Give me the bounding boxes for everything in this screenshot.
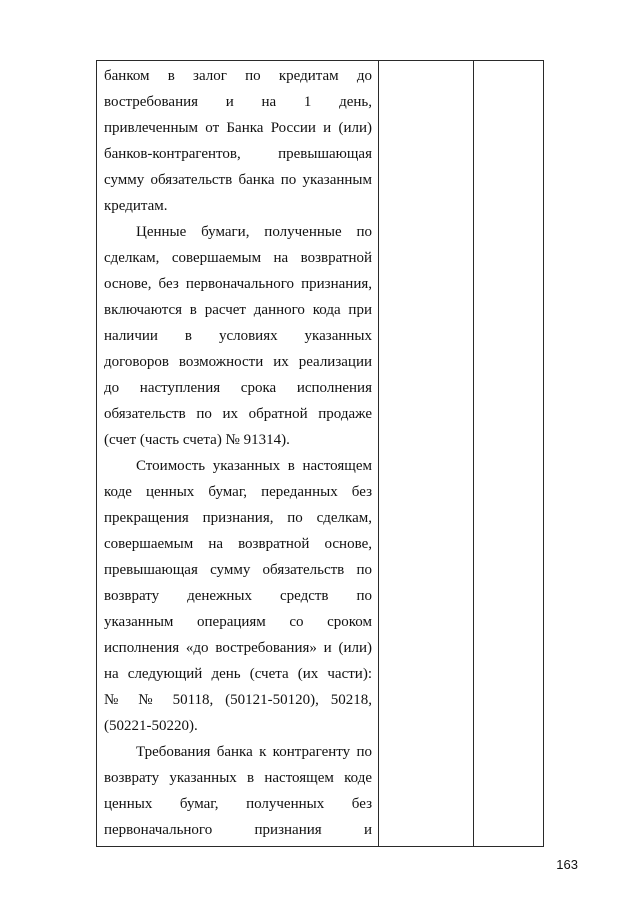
text-line: привлеченным от Банка России и (или) bbox=[104, 120, 372, 136]
table-cell-text bbox=[104, 63, 372, 843]
paragraph bbox=[104, 219, 372, 453]
text-line: Ценные бумаги, полученные по bbox=[136, 224, 372, 240]
text-line: № № 50118, (50121-50120), 50218, bbox=[104, 692, 372, 708]
text-line: возврату денежных средств по bbox=[104, 588, 372, 604]
text-line: кредитам. bbox=[104, 198, 168, 214]
text-line: включаются в расчет данного кода при bbox=[104, 302, 372, 318]
table-column-divider bbox=[378, 61, 379, 846]
text-line: наличии в условиях указанных bbox=[104, 328, 372, 344]
text-line: на следующий день (счета (их части): bbox=[104, 666, 372, 682]
text-line: первоначального признания и bbox=[104, 822, 372, 838]
text-line: указанным операциям со сроком bbox=[104, 614, 372, 630]
table-column-divider bbox=[473, 61, 474, 846]
text-line: прекращения признания, по сделкам, bbox=[104, 510, 372, 526]
paragraph bbox=[104, 453, 372, 739]
document-table bbox=[96, 60, 544, 847]
text-line: обязательств по их обратной продаже bbox=[104, 406, 372, 422]
text-line: исполнения «до востребования» и (или) bbox=[104, 640, 372, 656]
text-line: возврату указанных в настоящем коде bbox=[104, 770, 372, 786]
paragraph bbox=[104, 63, 372, 219]
text-line: востребования и на 1 день, bbox=[104, 94, 372, 110]
page-number: 163 bbox=[556, 857, 578, 872]
text-line: (50221-50220). bbox=[104, 718, 198, 734]
text-line: сделкам, совершаемым на возвратной bbox=[104, 250, 372, 266]
text-line: (счет (часть счета) № 91314). bbox=[104, 432, 290, 448]
text-line: ценных бумаг, полученных без bbox=[104, 796, 372, 812]
text-line: банков-контрагентов, превышающая bbox=[104, 146, 372, 162]
text-line: Требования банка к контрагенту по bbox=[136, 744, 372, 760]
text-line: совершаемым на возвратной основе, bbox=[104, 536, 372, 552]
text-line: договоров возможности их реализации bbox=[104, 354, 372, 370]
text-line: коде ценных бумаг, переданных без bbox=[104, 484, 372, 500]
text-line: сумму обязательств банка по указанным bbox=[104, 172, 372, 188]
text-line: превышающая сумму обязательств по bbox=[104, 562, 372, 578]
text-line: Стоимость указанных в настоящем bbox=[136, 458, 372, 474]
text-line: банком в залог по кредитам до bbox=[104, 68, 372, 84]
text-line: до наступления срока исполнения bbox=[104, 380, 372, 396]
paragraph bbox=[104, 739, 372, 843]
text-line: основе, без первоначального признания, bbox=[104, 276, 372, 292]
